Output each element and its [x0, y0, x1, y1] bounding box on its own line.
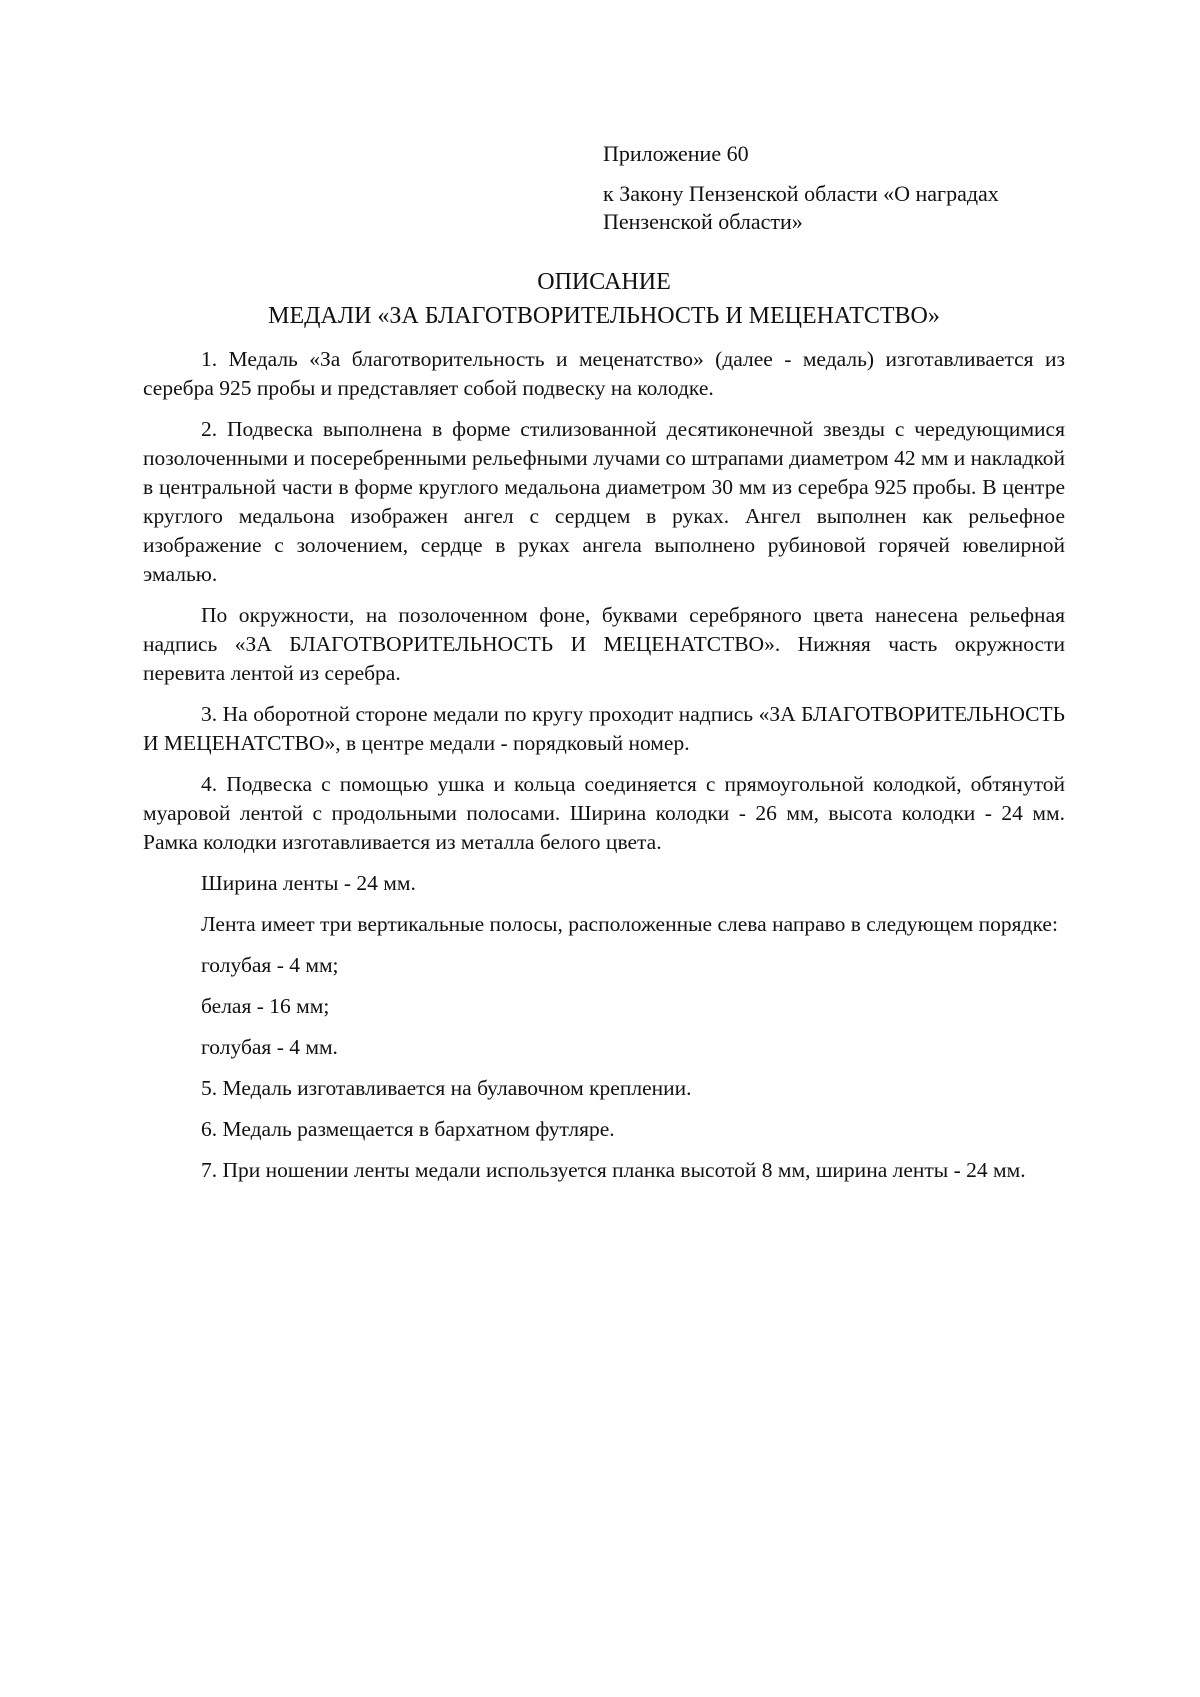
law-reference: к Закону Пензенской области «О наградах Пензенской области» — [603, 181, 999, 234]
appendix-number: Приложение 60 — [603, 141, 749, 166]
document-title — [143, 265, 1065, 333]
paragraph-7-ribbon-bar: 7. При ношении ленты медали используется планка высотой 8 мм, ширина ленты - 24 мм. — [201, 1158, 1026, 1182]
paragraph-3-reverse-side: 3. На оборотной стороне медали по кругу проходит надпись «ЗА БЛАГОТВОРИТЕЛЬНОСТЬ И МЕЦЕНАТСТВО», в центре медали - порядковый номер. — [143, 702, 1065, 755]
title-line-description: ОПИСАНИЕ — [537, 269, 671, 295]
document-body — [143, 345, 1065, 1197]
stripe-item-blue-left: голубая - 4 мм; — [201, 953, 339, 977]
paragraph-2-pendant-description: 2. Подвеска выполнена в форме стилизованной десятиконечной звезды с чередующимися позолоченными и посеребренными рельефными лучами со штрапами диаметром 42 мм и накладкой в центральной части в форме круглого медальона диаметром 30 мм из серебра 925 пробы. В центре круглого медальона изображен ангел с сердцем в руках. Ангел выполнен как рельефное изображение с золочением, сердце в руках ангела выполнено рубиновой горячей ювелирной эмалью. — [143, 417, 1065, 586]
paragraph-inscription-circle: По окружности, на позолоченном фоне, буквами серебряного цвета нанесена рельефная надпись «ЗА БЛАГОТВОРИТЕЛЬНОСТЬ И МЕЦЕНАТСТВО». Нижняя часть окружности перевита лентой из серебра. — [143, 603, 1065, 685]
paragraph-ribbon-stripes: Лента имеет три вертикальные полосы, расположенные слева направо в следующем порядке: — [201, 912, 1058, 936]
stripe-item-blue-right: голубая - 4 мм. — [201, 1035, 338, 1059]
title-line-medal-name: МЕДАЛИ «ЗА БЛАГОТВОРИТЕЛЬНОСТЬ И МЕЦЕНАТСТВО» — [268, 303, 940, 329]
stripe-item-white: белая - 16 мм; — [201, 994, 330, 1018]
paragraph-4-block-description: 4. Подвеска с помощью ушка и кольца соединяется с прямоугольной колодкой, обтянутой муаровой лентой с продольными полосами. Ширина колодки - 26 мм, высота колодки - 24 мм. Рамка колодки изготавливается из металла белого цвета. — [143, 772, 1065, 854]
paragraph-ribbon-width: Ширина ленты - 24 мм. — [201, 871, 416, 895]
appendix-header — [603, 140, 1073, 236]
paragraph-1-medal-material: 1. Медаль «За благотворительность и меценатство» (далее - медаль) изготавливается из серебра 925 пробы и представляет собой подвеску на колодке. — [143, 347, 1065, 400]
paragraph-5-pin-fastening: 5. Медаль изготавливается на булавочном креплении. — [201, 1076, 692, 1100]
paragraph-6-velvet-case: 6. Медаль размещается в бархатном футляре. — [201, 1117, 615, 1141]
